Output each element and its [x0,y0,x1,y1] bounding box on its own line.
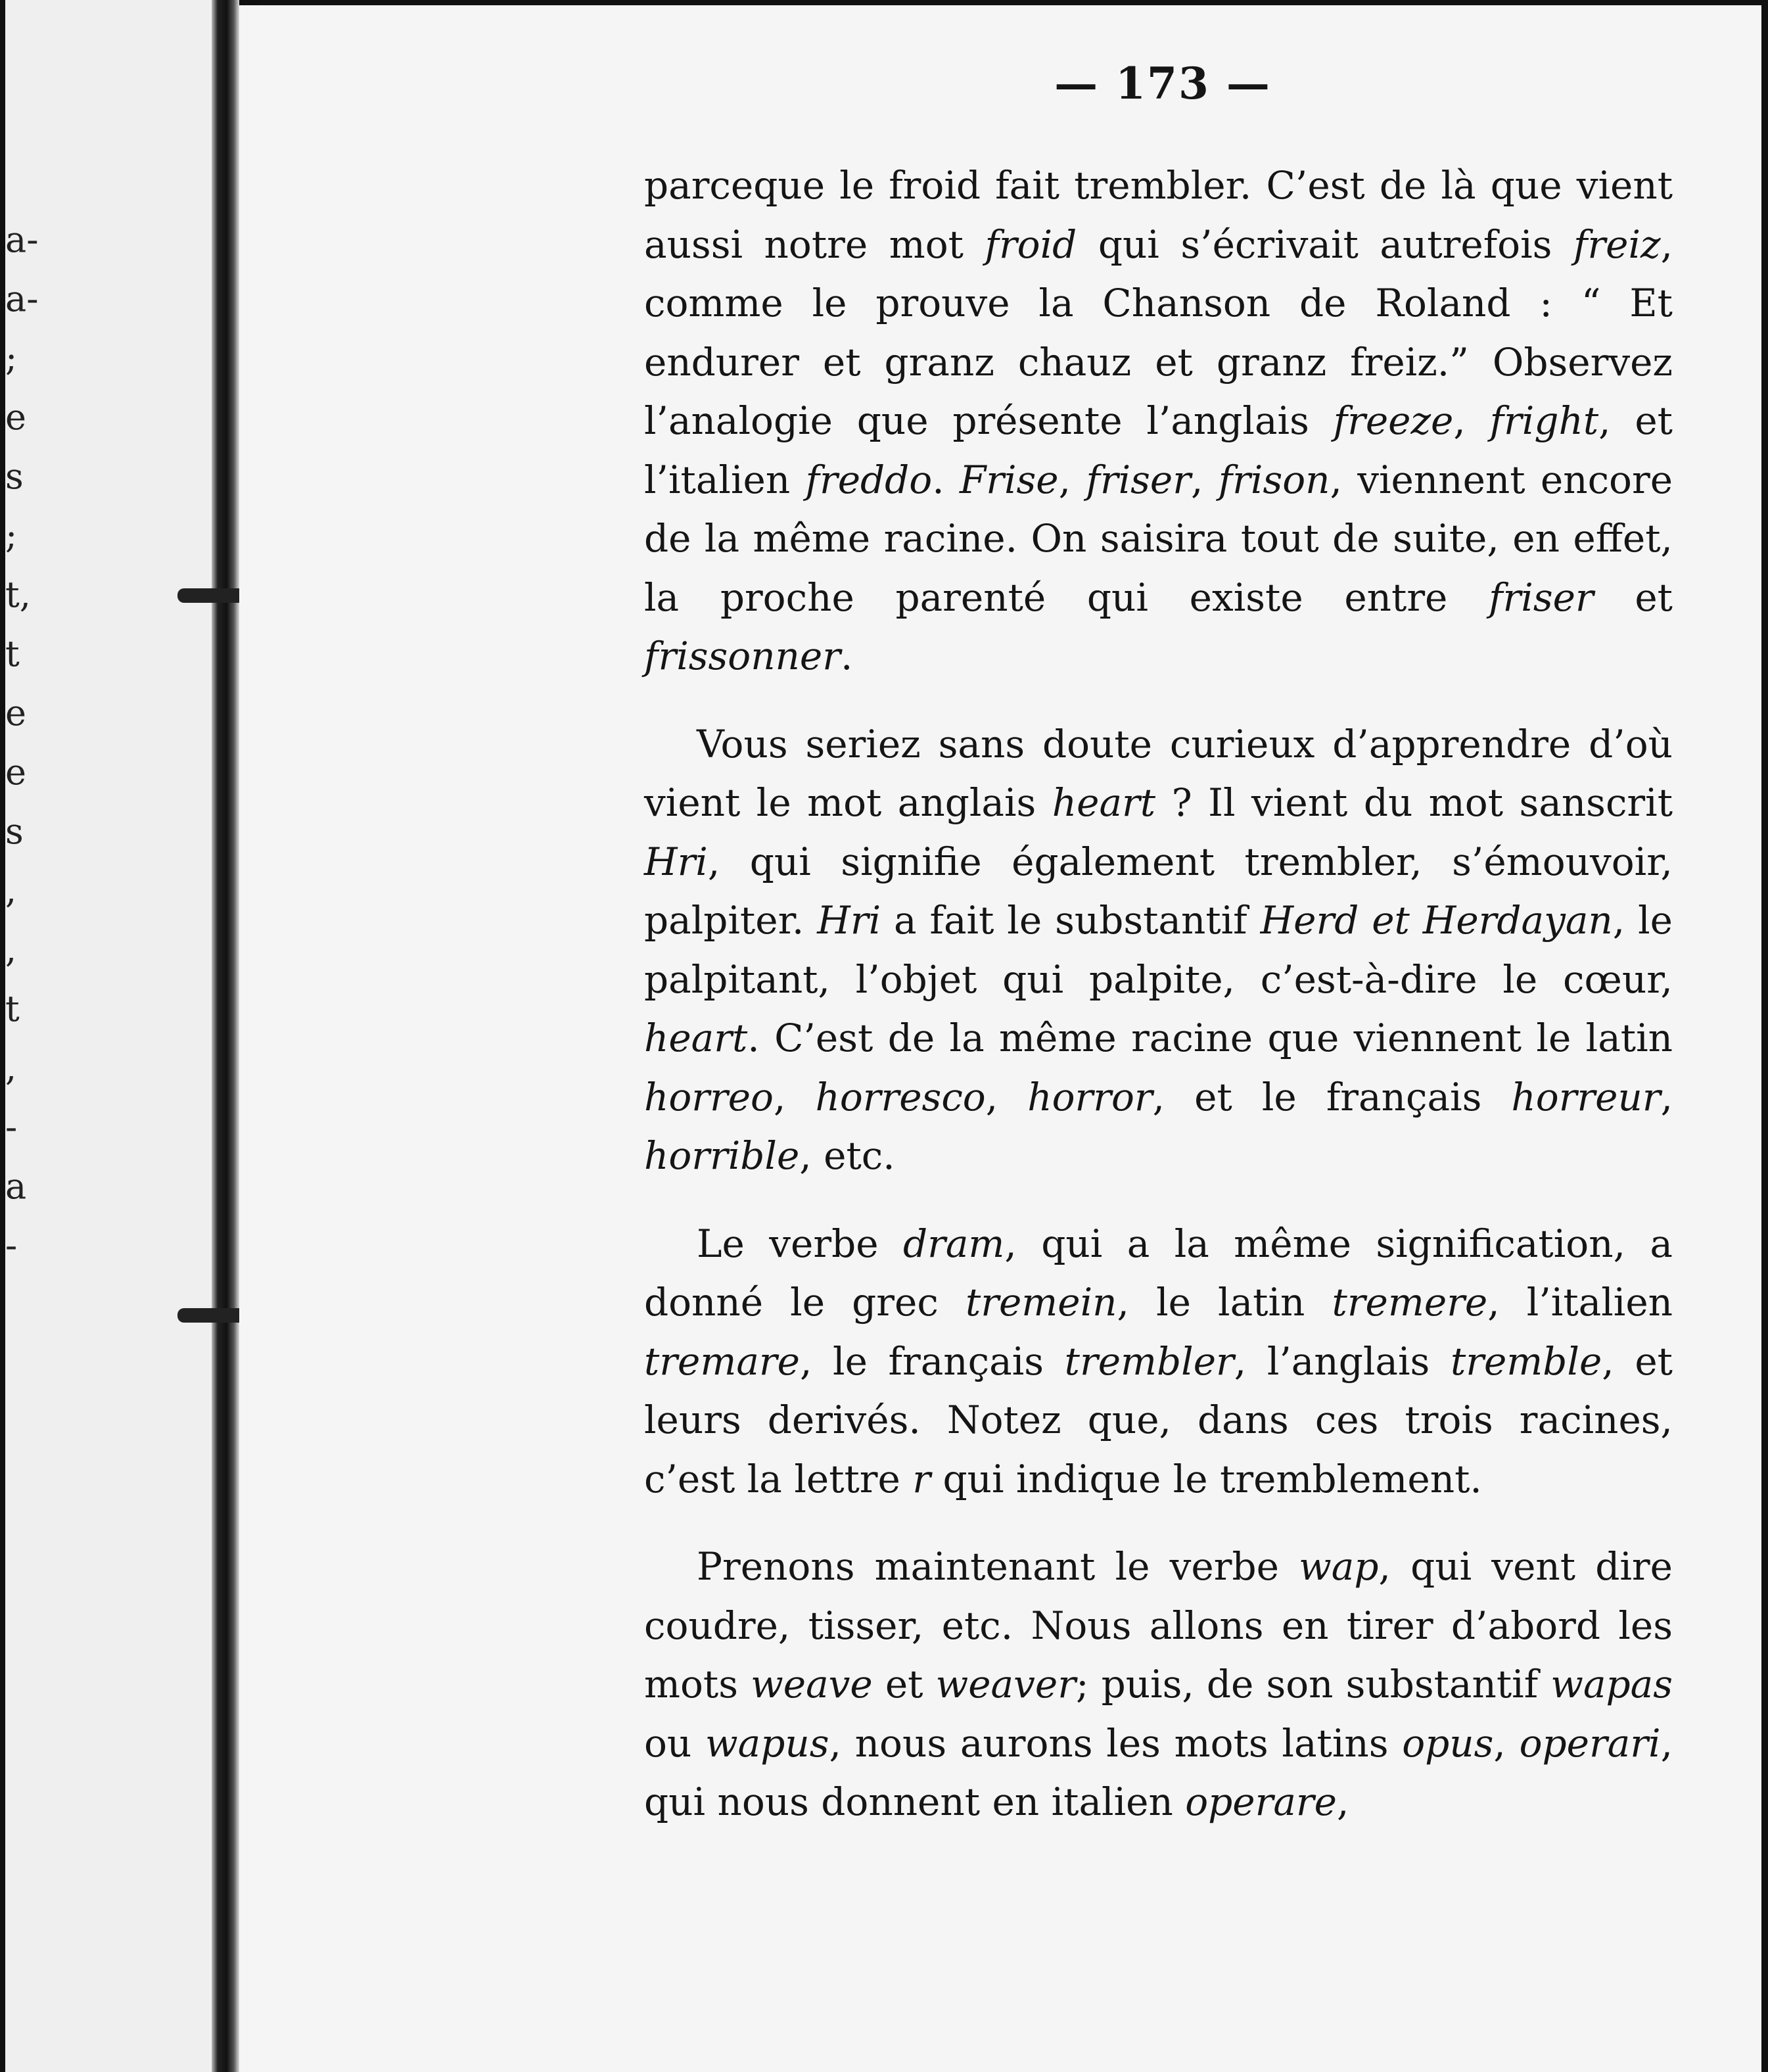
body-text [644,156,1673,1832]
left-page-fragment: - [5,1225,18,1266]
italic-term: freiz [1573,222,1661,267]
italic-term: frissonner [644,634,841,678]
text-run: , l’anglais [1234,1338,1451,1384]
italic-term: horresco [815,1074,986,1119]
italic-term: Hri [644,839,708,884]
left-page-fragment: a- [5,278,39,319]
text-run: . C’est de la même racine que viennent le latin [747,1016,1673,1060]
text-run: , le français [799,1338,1065,1384]
text-run: ; puis, de son substantif [1075,1662,1551,1707]
text-run: , [773,1074,816,1119]
text-run: Le verbe [697,1221,903,1266]
italic-term: fright [1489,398,1599,443]
italic-term: heart [644,1016,748,1060]
italic-term: Frise [960,457,1059,502]
left-page-fragment: t [5,633,20,674]
text-run: et [872,1662,936,1707]
text-run: a fait le substantif [881,898,1261,943]
italic-term: horreur [1511,1074,1661,1119]
italic-term: wapas [1550,1662,1673,1707]
text-run: ou [644,1720,706,1766]
italic-term: heart [1052,780,1156,825]
left-page-fragment: ; [5,337,18,379]
italic-term: froid [985,222,1077,267]
italic-term: Hri [817,898,881,943]
italic-term: freddo [805,457,933,502]
text-run: , qui nous donnent en italien [644,1720,1673,1824]
left-page-fragment: a- [5,219,39,260]
text-run: , qui a la même signification, a donné le grec [644,1221,1673,1325]
italic-term: horreo [644,1074,774,1119]
left-page-fragment: s [5,811,24,852]
text-run: . [840,634,853,678]
paragraph [644,1538,1673,1832]
left-page-fragment: e [5,396,26,438]
italic-term: operari [1519,1720,1661,1766]
italic-term: r [912,1456,931,1501]
italic-term: horrible [644,1133,800,1178]
text-run: , qui vent dire coudre, tisser, etc. Nous allons en tirer d’abord les mots [644,1544,1673,1707]
italic-term: tremere [1332,1280,1488,1325]
left-page-fragment: , [5,870,17,911]
scan-border-left [0,0,5,2072]
italic-term: friser [1086,457,1191,502]
scan-border-right [1761,0,1768,2072]
text-run: , [1190,457,1219,502]
left-page-fragment: - [5,1106,18,1148]
text-run: , viennent encore de la même racine. On saisira tout de suite, en effet, la proche parenté qui existe entre [644,457,1673,620]
left-page-fragment: e [5,692,26,734]
text-run: , comme le prouve la Chanson de Roland : “ Et endurer et granz chauz et granz freiz.” Observez l’analogie que présente l’anglais [644,222,1673,443]
paragraph [644,156,1673,686]
text-run: , [1058,457,1086,502]
italic-term: Herd et Herdayan [1260,898,1613,943]
italic-term: opus [1402,1720,1494,1766]
text-run: Prenons maintenant le verbe [697,1544,1299,1589]
text-run: qui s’écrivait autrefois [1077,222,1573,267]
italic-term: weaver [935,1662,1076,1707]
text-run: , le latin [1117,1280,1332,1325]
left-page-fragment: a [5,1166,27,1207]
left-page-fragment: s [5,456,24,497]
book-gutter [212,0,239,2072]
right-page [239,5,1761,2072]
text-run: , [1453,398,1490,443]
text-run: , et l’italien [644,398,1673,502]
italic-term: trembler [1064,1338,1234,1384]
italic-term: dram [902,1221,1005,1266]
text-run: , qui signifie également trembler, s’émouvoir, palpiter. [644,839,1673,943]
text-run: . [932,457,960,502]
italic-term: tremble [1450,1338,1602,1384]
text-run: , et leurs derivés. Notez que, dans ces trois racines, c’est la lettre [644,1338,1673,1501]
text-run: , [1493,1720,1520,1766]
italic-term: wapus [705,1720,829,1766]
left-page-fragment: t [5,988,20,1029]
text-run: parceque le froid fait trembler. C’est de là que vient aussi notre mot [644,163,1673,267]
text-run: ? Il vient du mot sanscrit [1155,780,1673,825]
left-page-edge [5,0,216,2072]
italic-term: frison [1218,457,1330,502]
text-run: , l’italien [1487,1280,1673,1325]
italic-term: operare [1185,1779,1337,1824]
text-run: Vous seriez sans doute curieux d’apprendre d’où vient le mot anglais [644,721,1673,825]
text-run: , nous aurons les mots latins [829,1720,1403,1766]
text-run: , [985,1074,1028,1119]
paragraph [644,715,1673,1186]
italic-term: horror [1027,1074,1153,1119]
italic-term: friser [1489,575,1594,620]
italic-term: weave [751,1662,873,1707]
left-page-text-fragments [5,210,39,1275]
left-page-fragment: t, [5,574,31,615]
text-run: , etc. [799,1133,895,1178]
left-page-fragment: e [5,751,26,793]
text-run: , [1336,1779,1349,1824]
paragraph [644,1215,1673,1509]
left-page-fragment: , [5,929,17,970]
italic-term: tremare [644,1338,800,1384]
italic-term: tremein [965,1280,1117,1325]
page-number: — 173 — [1054,58,1271,109]
text-run: qui indique le tremblement. [931,1456,1482,1501]
text-run: et [1593,575,1673,620]
text-run: , [1660,1074,1673,1119]
left-page-fragment: ; [5,515,18,556]
text-run: , le palpitant, l’objet qui palpite, c’est-à-dire le cœur, [644,898,1673,1002]
italic-term: wap [1299,1544,1379,1589]
text-run: , et le français [1152,1074,1512,1119]
left-page-fragment: , [5,1047,17,1089]
italic-term: freeze [1333,398,1454,443]
